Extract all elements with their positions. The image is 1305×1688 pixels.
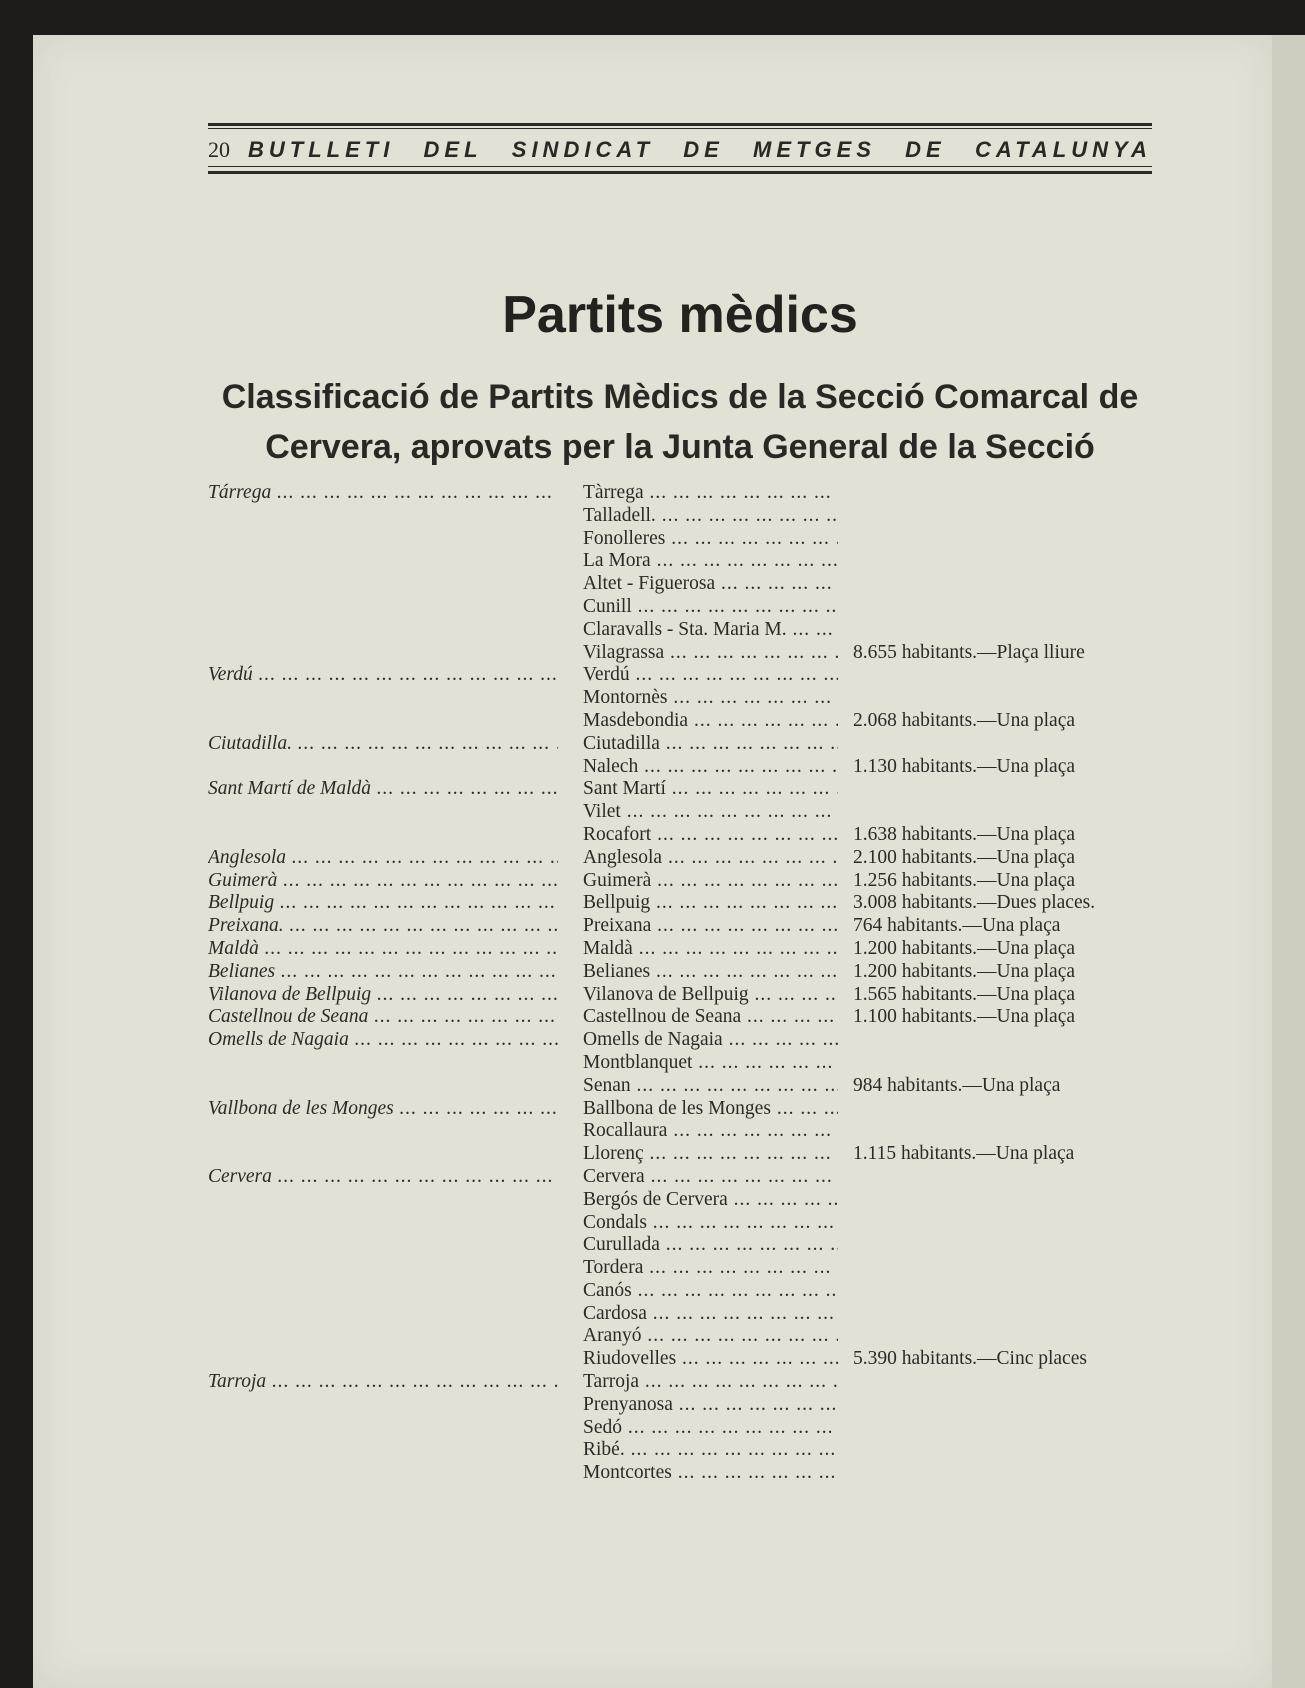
district-cell: Sant Martí de Maldà ... . <box>208 778 558 800</box>
locality-cell: Prenyanosa ... . <box>583 1394 838 1416</box>
table-row <box>208 1120 1152 1143</box>
journal-word: DE <box>683 137 724 162</box>
note-cell: 8.655 habitants.—Plaça lliure <box>853 641 1085 663</box>
locality-cell: Sant Martí ... . <box>583 778 838 800</box>
note-cell: 1.638 habitants.—Una plaça <box>853 823 1076 845</box>
table-row <box>208 1303 1152 1326</box>
note-cell: 764 habitants.—Una plaça <box>853 915 1061 937</box>
district-cell: Tarroja ... . <box>208 1371 558 1393</box>
locality-cell: Altet - Figuerosa ... . <box>583 573 838 595</box>
locality-cell: Montblanquet ... . <box>583 1052 838 1074</box>
table-row <box>208 1052 1152 1075</box>
locality-cell: Masdebondia ... . <box>583 710 838 732</box>
locality-cell: Cardosa ... . <box>583 1303 838 1325</box>
journal-word: DE <box>905 137 946 162</box>
table-row <box>208 573 1152 596</box>
table-row <box>208 1417 1152 1440</box>
note-cell: 5.390 habitants.—Cinc places <box>853 1348 1087 1370</box>
running-header <box>208 137 1152 163</box>
locality-cell: Aranyó ... . <box>583 1325 838 1347</box>
table-row <box>208 801 1152 824</box>
district-cell: Verdú ... . <box>208 664 558 686</box>
locality-cell: La Mora ... . <box>583 550 838 572</box>
journal-word: METGES <box>753 137 876 162</box>
table-row <box>208 1394 1152 1417</box>
table-row <box>208 824 1152 847</box>
table-row <box>208 687 1152 710</box>
table-row <box>208 961 1152 984</box>
locality-cell: Vilagrassa ... . <box>583 642 838 664</box>
table-row <box>208 710 1152 733</box>
table-row <box>208 596 1152 619</box>
table-row <box>208 1212 1152 1235</box>
locality-cell: Sedó ... . <box>583 1417 838 1439</box>
locality-cell: Llorenç ... . <box>583 1143 838 1165</box>
note-cell: 1.200 habitants.—Una plaça <box>853 960 1076 982</box>
table-row <box>208 984 1152 1007</box>
locality-cell: Bergós de Cervera ... . <box>583 1189 838 1211</box>
table-row <box>208 778 1152 801</box>
locality-cell: Bellpuig ... . <box>583 892 838 914</box>
locality-cell: Anglesola ... . <box>583 847 838 869</box>
table-row <box>208 1075 1152 1098</box>
note-cell: 984 habitants.—Una plaça <box>853 1074 1061 1096</box>
table-row <box>208 1166 1152 1189</box>
note-cell: 2.100 habitants.—Una plaça <box>853 846 1076 868</box>
table-row <box>208 756 1152 779</box>
table-row <box>208 892 1152 915</box>
district-cell: Omells de Nagaia ... . <box>208 1029 558 1051</box>
journal-word: DEL <box>423 137 483 162</box>
journal-word: CATALUNYA <box>974 137 1152 162</box>
locality-cell: Verdú ... . <box>583 664 838 686</box>
subtitle-line: Cervera, aprovats per la Junta General de la Secció <box>265 428 1095 466</box>
locality-cell: Maldà ... . <box>583 938 838 960</box>
table-row <box>208 1280 1152 1303</box>
book-spine <box>1272 35 1305 1688</box>
locality-cell: Ribé. ... . <box>583 1439 838 1461</box>
journal-word: SINDICAT <box>511 137 655 162</box>
header-rule-top <box>208 123 1152 126</box>
locality-cell: Rocallaura ... . <box>583 1120 838 1142</box>
table-row <box>208 550 1152 573</box>
note-cell: 3.008 habitants.—Dues places. <box>853 892 1096 914</box>
journal-title <box>248 137 1152 163</box>
district-cell: Guimerà ... . <box>208 870 558 892</box>
locality-cell: Senan ... . <box>583 1075 838 1097</box>
locality-cell: Nalech ... . <box>583 756 838 778</box>
locality-cell: Castellnou de Seana ... . <box>583 1006 838 1028</box>
table-row <box>208 938 1152 961</box>
district-cell: Vallbona de les Monges ... . <box>208 1098 558 1120</box>
page-subtitle <box>208 372 1152 472</box>
locality-cell: Vilanova de Bellpuig ... . <box>583 984 838 1006</box>
table-row <box>208 915 1152 938</box>
table-row <box>208 1098 1152 1121</box>
table-row <box>208 870 1152 893</box>
locality-cell: Tarroja ... . <box>583 1371 838 1393</box>
locality-cell: Montcortes ... . <box>583 1462 838 1484</box>
table-row <box>208 482 1152 505</box>
table-row <box>208 847 1152 870</box>
table-row <box>208 1029 1152 1052</box>
district-cell: Vilanova de Bellpuig ... . <box>208 984 558 1006</box>
locality-cell: Preixana ... . <box>583 915 838 937</box>
locality-cell: Rocafort ... . <box>583 824 838 846</box>
locality-cell: Cunill ... . <box>583 596 838 618</box>
header-rule-bottom-thin <box>208 166 1152 167</box>
locality-cell: Riudovelles ... . <box>583 1348 838 1370</box>
locality-cell: Montornès ... . <box>583 687 838 709</box>
locality-cell: Tordera ... . <box>583 1257 838 1279</box>
district-cell: Maldà ... . <box>208 938 558 960</box>
table-row <box>208 1006 1152 1029</box>
table-row <box>208 505 1152 528</box>
table-row <box>208 664 1152 687</box>
table-row <box>208 642 1152 665</box>
district-cell: Bellpuig ... . <box>208 892 558 914</box>
locality-cell: Claravalls - Sta. Maria M. ... . <box>583 619 838 641</box>
locality-cell: Ballbona de les Monges ... . <box>583 1098 838 1120</box>
note-cell: 1.115 habitants.—Una plaça <box>853 1143 1075 1165</box>
note-cell: 1.130 habitants.—Una plaça <box>853 755 1076 777</box>
table-row <box>208 1189 1152 1212</box>
note-cell: 2.068 habitants.—Una plaça <box>853 709 1076 731</box>
page-number: 20 <box>208 137 230 162</box>
note-cell: 1.565 habitants.—Una plaça <box>853 983 1076 1005</box>
locality-cell: Curullada ... . <box>583 1234 838 1256</box>
district-cell: Preixana. ... . <box>208 915 558 937</box>
table-row <box>208 1371 1152 1394</box>
districts-list <box>208 482 1152 1485</box>
district-cell: Castellnou de Seana ... . <box>208 1006 558 1028</box>
note-cell: 1.100 habitants.—Una plaça <box>853 1006 1076 1028</box>
locality-cell: Condals ... . <box>583 1212 838 1234</box>
journal-word: BUTLLETI <box>248 137 395 162</box>
locality-cell: Fonolleres ... . <box>583 528 838 550</box>
header-rule-top-thin <box>208 128 1152 129</box>
locality-cell: Tàrrega ... . <box>583 482 838 504</box>
table-row <box>208 1462 1152 1485</box>
note-cell: 1.256 habitants.—Una plaça <box>853 869 1076 891</box>
note-cell: 1.200 habitants.—Una plaça <box>853 937 1076 959</box>
district-cell: Ciutadilla. ... . <box>208 733 558 755</box>
district-cell: Anglesola ... . <box>208 847 558 869</box>
district-cell: Cervera ... . <box>208 1166 558 1188</box>
table-row <box>208 733 1152 756</box>
district-cell: Tárrega ... . <box>208 482 558 504</box>
page-title: Partits mèdics <box>502 286 858 344</box>
locality-cell: Vilet ... . <box>583 801 838 823</box>
table-row <box>208 619 1152 642</box>
locality-cell: Talladell. ... . <box>583 505 838 527</box>
locality-cell: Omells de Nagaia ... . <box>583 1029 838 1051</box>
table-row <box>208 528 1152 551</box>
locality-cell: Ciutadilla ... . <box>583 733 838 755</box>
table-row <box>208 1234 1152 1257</box>
table-row <box>208 1257 1152 1280</box>
subtitle-line: Classificació de Partits Mèdics de la Secció Comarcal de <box>221 378 1139 416</box>
header-rule-bottom <box>208 171 1152 174</box>
locality-cell: Guimerà ... . <box>583 870 838 892</box>
table-row <box>208 1143 1152 1166</box>
locality-cell: Cervera ... . <box>583 1166 838 1188</box>
locality-cell: Canós ... . <box>583 1280 838 1302</box>
table-row <box>208 1348 1152 1371</box>
table-row <box>208 1439 1152 1462</box>
district-cell: Belianes ... . <box>208 961 558 983</box>
table-row <box>208 1325 1152 1348</box>
locality-cell: Belianes ... . <box>583 961 838 983</box>
